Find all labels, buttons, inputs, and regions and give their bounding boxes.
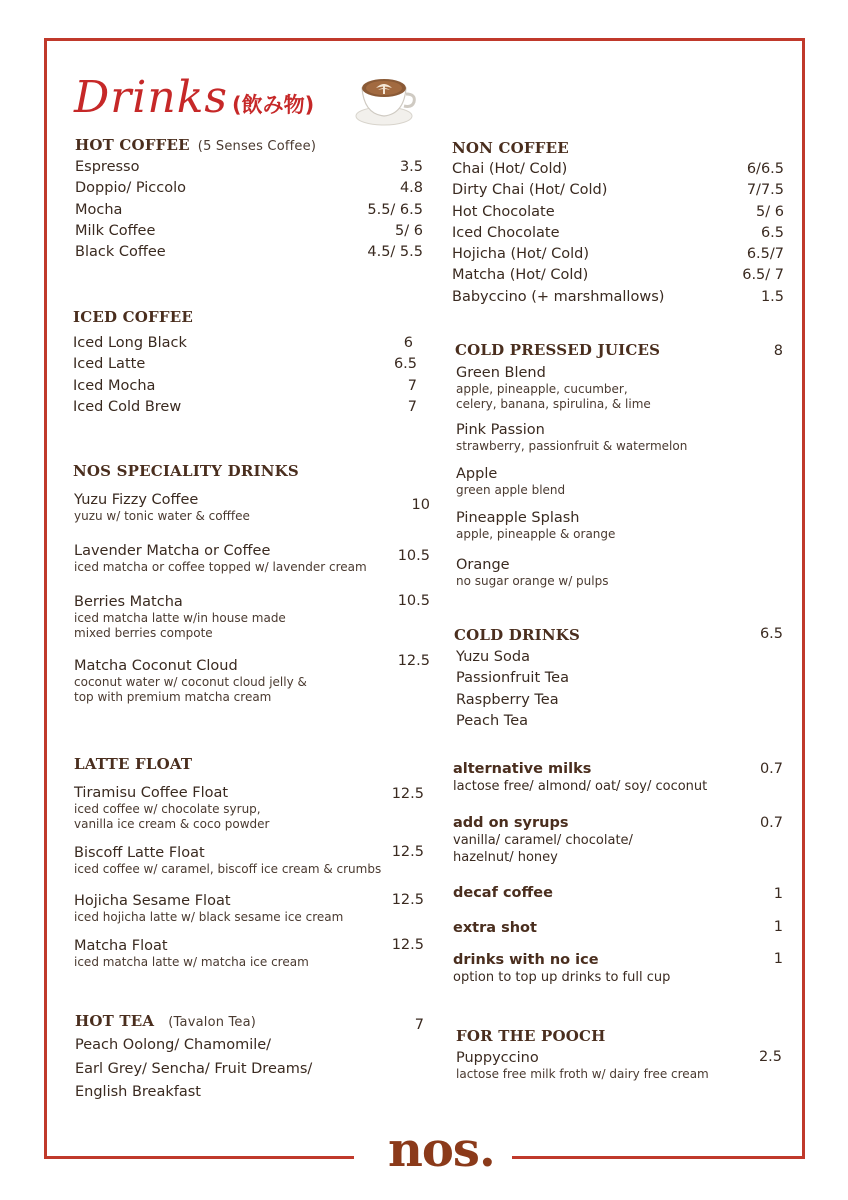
- section-hot-coffee: [75, 136, 423, 263]
- item-name: Hojicha (Hot/ Cold): [452, 246, 589, 263]
- speciality-title: NOS SPECIALITY DRINKS: [73, 462, 299, 480]
- item-price: 10.5: [397, 593, 430, 609]
- menu-item: [456, 465, 776, 498]
- addon-no-ice: [453, 951, 783, 986]
- menu-item: [456, 556, 776, 589]
- addon-title: decaf coffee: [453, 885, 553, 901]
- item-price: 12.5: [391, 937, 424, 953]
- addon-desc: vanilla/ caramel/ chocolate/ hazelnut/ honey: [453, 833, 633, 865]
- menu-item: [452, 244, 784, 265]
- menu-item: Passionfruit Tea: [456, 670, 569, 687]
- latte-float-title: LATTE FLOAT: [74, 755, 193, 773]
- menu-item: [73, 376, 417, 397]
- tea-line: Peach Oolong/ Chamomile/: [75, 1037, 272, 1053]
- juices-price: 8: [773, 343, 783, 359]
- menu-item: [74, 491, 430, 524]
- iced-coffee-title: ICED COFFEE: [73, 308, 193, 326]
- item-price: 6.5/7: [746, 246, 784, 263]
- section-title: [75, 136, 423, 154]
- item-name: Chai (Hot/ Cold): [452, 161, 568, 177]
- menu-item: [75, 178, 423, 199]
- addon-alternative-milks: [453, 760, 783, 795]
- item-desc: apple, pineapple, cucumber, celery, banana, spirulina, & lime: [456, 382, 651, 411]
- item-desc: iced coffee w/ chocolate syrup, vanilla ice cream & coco powder: [74, 802, 270, 831]
- addon-desc: option to top up drinks to full cup: [453, 970, 671, 985]
- item-name: Dirty Chai (Hot/ Cold): [452, 182, 608, 199]
- item-price: 7: [407, 377, 417, 394]
- item-name: Doppio/ Piccolo: [75, 180, 187, 197]
- item-desc: iced hojicha latte w/ black sesame ice cream: [74, 910, 344, 924]
- menu-item: [73, 397, 417, 418]
- item-name: Espresso: [75, 159, 140, 175]
- item-name: Iced Latte: [73, 356, 146, 373]
- addon-price: 1: [773, 886, 783, 902]
- menu-item: [456, 421, 776, 454]
- tea-line: English Breakfast: [75, 1084, 201, 1100]
- hot-tea-heading: [75, 1012, 424, 1030]
- item-name: Iced Mocha: [73, 377, 156, 394]
- menu-item: [452, 159, 784, 180]
- hot-coffee-subtitle: (5 Senses Coffee): [197, 139, 317, 154]
- menu-item: [74, 937, 424, 970]
- item-desc: strawberry, passionfruit & watermelon: [456, 439, 688, 453]
- item-price: 5/ 6: [756, 203, 784, 220]
- addon-price: 0.7: [759, 815, 783, 831]
- menu-item: [75, 157, 423, 178]
- item-name: Yuzu Fizzy Coffee: [74, 492, 199, 508]
- item-price: 5/ 6: [395, 222, 423, 239]
- item-desc: iced coffee w/ caramel, biscoff ice cream & crumbs: [74, 862, 382, 876]
- frame-left-border: [44, 38, 47, 1159]
- item-desc: green apple blend: [456, 483, 566, 497]
- item-name: Milk Coffee: [75, 222, 156, 239]
- item-name: Orange: [456, 557, 510, 573]
- item-desc: iced matcha latte w/ matcha ice cream: [74, 955, 309, 969]
- section-juices: [455, 341, 783, 359]
- cold-drinks-title: COLD DRINKS: [454, 626, 581, 644]
- item-name: Iced Chocolate: [452, 224, 560, 241]
- addon-desc: lactose free/ almond/ oat/ soy/ coconut: [453, 779, 708, 794]
- frame-bottom-left-border: [44, 1156, 354, 1159]
- frame-top-border: [44, 38, 804, 41]
- menu-item: Raspberry Tea: [456, 691, 559, 708]
- item-desc: apple, pineapple & orange: [456, 527, 616, 541]
- title-script: Drinks: [74, 72, 228, 123]
- pooch-title: FOR THE POOCH: [456, 1027, 606, 1045]
- menu-item: [456, 509, 776, 542]
- addon-title: extra shot: [453, 920, 537, 936]
- menu-item: [75, 221, 423, 242]
- section-speciality: [73, 462, 430, 480]
- menu-item: [456, 1049, 782, 1082]
- menu-item: [452, 265, 784, 286]
- item-name: Berries Matcha: [74, 594, 183, 610]
- hot-tea-title: HOT TEA: [75, 1012, 155, 1030]
- nos-logo: nos.: [388, 1122, 495, 1178]
- non-coffee-title: NON COFFEE: [452, 139, 569, 157]
- cold-drinks-price: 6.5: [759, 626, 783, 642]
- item-name: Pink Passion: [456, 422, 545, 438]
- menu-item: [452, 287, 784, 308]
- menu-item: [73, 333, 417, 354]
- menu-item: Peach Tea: [456, 712, 529, 729]
- item-desc: coconut water w/ coconut cloud jelly & top with premium matcha cream: [74, 675, 307, 704]
- hot-tea-price: 7: [414, 1017, 424, 1033]
- hot-coffee-title: HOT COFFEE: [75, 136, 190, 154]
- menu-item: [74, 844, 424, 877]
- item-desc: yuzu w/ tonic water & cofffee: [74, 509, 250, 523]
- item-name: Iced Long Black: [73, 335, 187, 351]
- item-name: Matcha Coconut Cloud: [74, 658, 238, 674]
- item-name: Black Coffee: [75, 244, 166, 261]
- item-price: 2.5: [758, 1049, 782, 1065]
- item-price: 6.5: [760, 224, 784, 241]
- menu-item: [75, 200, 423, 221]
- item-name: Matcha (Hot/ Cold): [452, 267, 589, 284]
- item-name: Apple: [456, 466, 498, 482]
- item-price: 12.5: [391, 844, 424, 860]
- item-name: Biscoff Latte Float: [74, 845, 205, 861]
- addon-extra-shot: [453, 919, 783, 937]
- section-hot-tea: [75, 1012, 424, 1105]
- item-desc: iced matcha latte w/in house made mixed berries compote: [74, 611, 286, 640]
- title-japanese: (飲み物): [231, 93, 315, 117]
- frame-bottom-right-border: [512, 1156, 805, 1159]
- addon-title: alternative milks: [453, 761, 592, 777]
- section-cold-drinks: [454, 626, 783, 732]
- hot-tea-subtitle: (Tavalon Tea): [168, 1015, 257, 1030]
- item-name: Puppyccino: [456, 1050, 539, 1066]
- menu-item: [74, 593, 430, 641]
- item-name: Matcha Float: [74, 938, 168, 954]
- page-title: [74, 72, 314, 123]
- section-iced-coffee: [73, 308, 417, 418]
- item-price: 4.8: [399, 180, 423, 197]
- addon-price: 0.7: [759, 761, 783, 777]
- menu-item: [456, 364, 776, 412]
- item-name: Tiramisu Coffee Float: [74, 785, 229, 801]
- latte-cup-icon: [354, 66, 418, 128]
- item-price: 1.5: [760, 288, 784, 305]
- item-name: Hojicha Sesame Float: [74, 893, 231, 909]
- item-name: Hot Chocolate: [452, 203, 555, 220]
- menu-item: [74, 784, 424, 832]
- section-non-coffee: [452, 139, 784, 308]
- section-latte-float: [74, 755, 192, 773]
- item-name: Pineapple Splash: [456, 510, 580, 526]
- menu-item: [74, 892, 424, 925]
- item-price: 12.5: [391, 786, 424, 802]
- item-price: 10: [411, 497, 430, 513]
- addon-price: 1: [773, 919, 783, 935]
- item-price: 5.5/ 6.5: [367, 201, 423, 218]
- section-pooch: [456, 1027, 782, 1045]
- item-price: 6/6.5: [746, 161, 784, 177]
- item-name: Green Blend: [456, 365, 546, 381]
- menu-item: [452, 223, 784, 244]
- addon-syrups: [453, 814, 783, 866]
- item-price: 6.5/ 7: [742, 267, 784, 284]
- addon-title: add on syrups: [453, 815, 569, 831]
- menu-item: [74, 542, 430, 575]
- menu-item: [74, 653, 430, 705]
- item-price: 12.5: [391, 892, 424, 908]
- item-price: 4.5/ 5.5: [367, 244, 423, 261]
- menu-item: Yuzu Soda: [456, 649, 530, 665]
- item-price: 10.5: [397, 548, 430, 564]
- addon-title: drinks with no ice: [453, 952, 599, 968]
- menu-item: [452, 180, 784, 201]
- tea-line: Earl Grey/ Sencha/ Fruit Dreams/: [75, 1060, 313, 1077]
- item-price: 6.5: [393, 356, 417, 373]
- item-price: 12.5: [397, 653, 430, 669]
- item-price: 7/7.5: [746, 182, 784, 199]
- item-desc: lactose free milk froth w/ dairy free cream: [456, 1067, 709, 1081]
- menu-item: [73, 354, 417, 375]
- frame-right-border: [802, 38, 805, 1159]
- item-price: 3.5: [399, 159, 423, 175]
- item-name: Lavender Matcha or Coffee: [74, 543, 271, 559]
- juices-title: COLD PRESSED JUICES: [455, 341, 661, 359]
- item-price: 7: [407, 398, 417, 415]
- item-desc: no sugar orange w/ pulps: [456, 574, 609, 588]
- item-desc: iced matcha or coffee topped w/ lavender cream: [74, 560, 367, 574]
- addon-price: 1: [773, 951, 783, 967]
- item-name: Babyccino (+ marshmallows): [452, 288, 665, 305]
- menu-item: [75, 242, 423, 263]
- item-price: 6: [403, 335, 413, 351]
- item-name: Iced Cold Brew: [73, 398, 182, 415]
- addon-decaf: [453, 884, 783, 902]
- menu-item: [452, 202, 784, 223]
- item-name: Mocha: [75, 201, 123, 218]
